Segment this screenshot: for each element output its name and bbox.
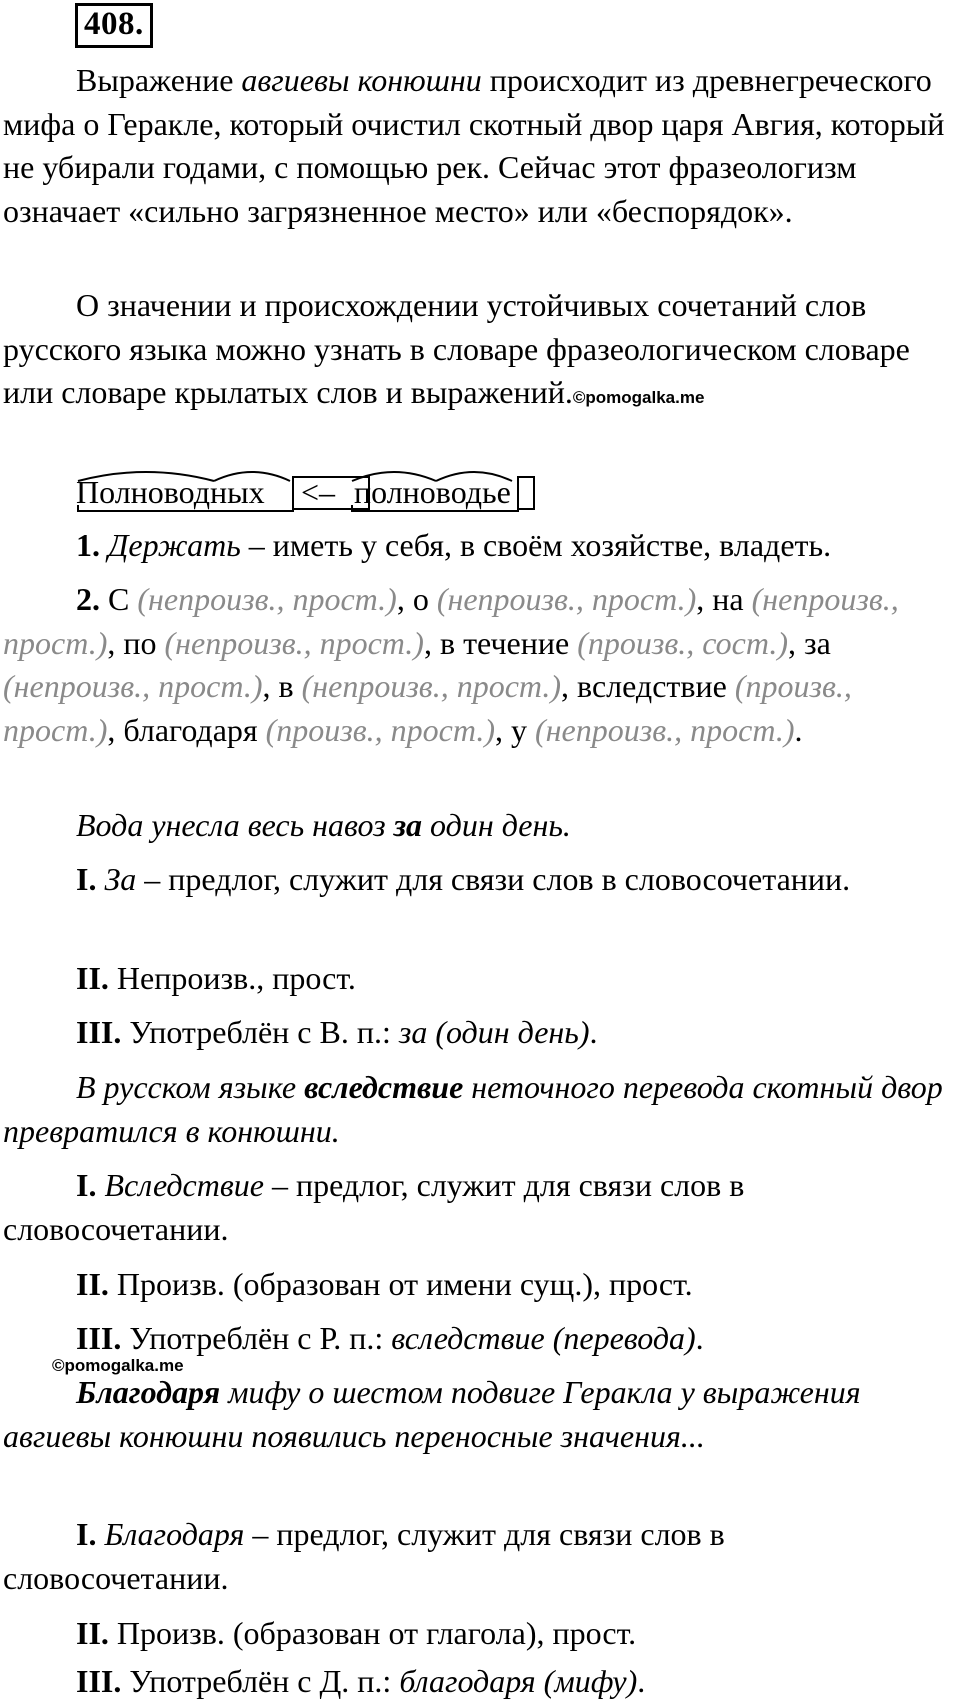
paragraph-dictionaries: О значении и происхождении устойчивых сочетаний слов русского языка можно узнать в словаре фразеологическом словаре или словаре крылатых слов и выражений.©pomogalka.me <box>3 287 910 410</box>
sentence-2: В русском языке вследствие неточного перевода скотный двор превратился в конюшни. <box>3 1069 943 1149</box>
morph-word-2: полноводье <box>354 474 511 510</box>
paragraph-origin: Выражение авгиевы конюшни происходит из древнегреческого мифа о Геракле, который очистил скотный двор царя Авгия, который не убирали годами, с помощью рек. Сейчас этот фразеологизм означает «сильно загрязненное место» или «беспорядок». <box>3 62 945 229</box>
watermark: ©pomogalka.me <box>572 388 705 407</box>
task-1: 1. Держать – иметь у себя, в своём хозяйстве, владеть. <box>76 527 832 563</box>
analysis-3-part-1: I. Благодаря – предлог, служит для связи слов в словосочетании. <box>3 1516 725 1596</box>
task-2-prepositions: 2. С (непроизв., прост.), о (непроизв., прост.), на (непроизв., прост.), по (непроизв., прост.), в течение (произв., сост.), за (непроизв., прост.), в (непроизв., прост.), вследствие (произв., прост.), благодаря (произв., прост.), у (непроизв., прост.). <box>3 581 899 748</box>
exercise-number: 408. <box>75 3 153 48</box>
analysis-2-part-2: II. Произв. (образован от имени сущ.), прост. <box>76 1266 693 1302</box>
sentence-3: Благодаря мифу о шестом подвиге Геракла у выражения авгиевы конюшни появились переносные значения... <box>3 1374 861 1454</box>
analysis-1-part-2: II. Непроизв., прост. <box>76 960 356 996</box>
analysis-2-part-1: I. Вследствие – предлог, служит для связи слов в словосочетании. <box>3 1167 745 1247</box>
analysis-2-part-3: III. Употреблён с Р. п.: вследствие (перевода). <box>76 1320 704 1356</box>
analysis-3-part-3: III. Употреблён с Д. п.: благодаря (мифу). <box>76 1663 646 1699</box>
ending-box <box>518 477 534 509</box>
analysis-3-part-2: II. Произв. (образован от глагола), прост. <box>76 1615 637 1651</box>
watermark: ©pomogalka.me <box>52 1356 184 1375</box>
morph-word-1: Полноводных <box>76 474 265 510</box>
analysis-1-part-3: III. Употреблён с В. п.: за (один день). <box>76 1014 598 1050</box>
sentence-1: Вода унесла весь навоз за один день. <box>76 807 571 843</box>
analysis-1-part-1: I. За – предлог, служит для связи слов в словосочетании. <box>76 861 851 897</box>
morph-arrow: <– <box>301 474 336 510</box>
